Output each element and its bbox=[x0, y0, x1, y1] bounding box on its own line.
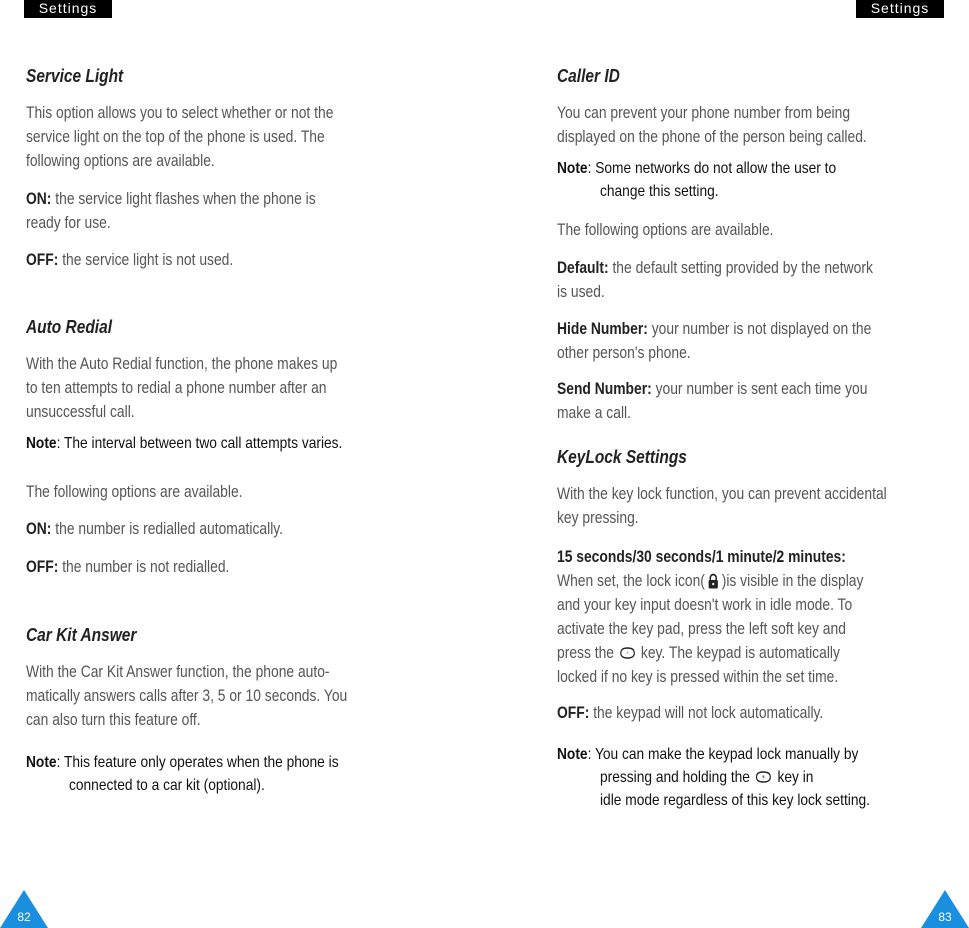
section-tab-left: Settings bbox=[24, 0, 112, 18]
keylock-note-label: Note bbox=[557, 746, 588, 763]
auto-redial-note-label: Note bbox=[26, 435, 57, 452]
caller-id-options-intro: The following options are available. bbox=[557, 221, 774, 239]
service-light-intro-2: service light on the top of the phone is used. The bbox=[26, 128, 325, 146]
caller-id-default-2: is used. bbox=[557, 283, 605, 301]
car-kit-intro-3: can also turn this feature off. bbox=[26, 711, 201, 729]
keylock-note-text-2a: pressing and holding the bbox=[600, 769, 750, 786]
auto-redial-heading: Auto Redial bbox=[26, 317, 113, 337]
service-light-on-label: ON: bbox=[26, 190, 52, 208]
lock-icon bbox=[707, 572, 720, 588]
keylock-note bbox=[557, 743, 870, 812]
caller-id-default-label: Default: bbox=[557, 259, 609, 277]
auto-redial-intro-2: to ten attempts to redial a phone number after an bbox=[26, 379, 327, 397]
auto-redial-off bbox=[26, 555, 229, 579]
auto-redial-on-text: the number is redialled automatically. bbox=[51, 520, 284, 538]
auto-redial-note-text: : The interval between two call attempts varies. bbox=[56, 435, 343, 452]
caller-id-send-text: your number is sent each time you bbox=[651, 380, 868, 398]
auto-redial-options-intro: The following options are available. bbox=[26, 483, 243, 501]
keylock-off bbox=[557, 701, 823, 725]
keylock-intro-2: key pressing. bbox=[557, 509, 639, 527]
caller-id-send-2: make a call. bbox=[557, 404, 631, 422]
car-kit-intro-2: matically answers calls after 3, 5 or 10 seconds. You bbox=[26, 687, 348, 705]
caller-id-note-text-2: change this setting. bbox=[600, 183, 719, 200]
page-number-left: 82 bbox=[17, 910, 31, 924]
caller-id-hide-text: your number is not displayed on the bbox=[647, 320, 872, 338]
service-light-on-2: ready for use. bbox=[26, 214, 111, 232]
service-light-off-text: the service light is not used. bbox=[58, 251, 234, 269]
car-kit-heading: Car Kit Answer bbox=[26, 625, 137, 645]
car-kit-note bbox=[26, 751, 339, 797]
caller-id-heading: Caller ID bbox=[557, 66, 620, 86]
caller-id-hide bbox=[557, 317, 871, 341]
car-kit-note-label: Note bbox=[26, 754, 57, 771]
service-light-off bbox=[26, 248, 233, 272]
caller-id-note-label: Note bbox=[557, 160, 588, 177]
keylock-off-text: the keypad will not lock automatically. bbox=[589, 704, 824, 722]
caller-id-note bbox=[557, 157, 836, 203]
keylock-intro-1: With the key lock function, you can prevent accidental bbox=[557, 485, 887, 503]
svg-text:*: * bbox=[625, 649, 629, 658]
caller-id-hide-label: Hide Number: bbox=[557, 320, 648, 338]
keylock-times-label bbox=[557, 545, 846, 569]
keylock-note-line-2 bbox=[557, 766, 870, 789]
service-light-heading: Service Light bbox=[26, 66, 124, 86]
keylock-times-line-1 bbox=[557, 569, 863, 593]
auto-redial-on bbox=[26, 517, 283, 541]
car-kit-note-text: : This feature only operates when the phone is bbox=[56, 754, 339, 771]
keylock-times-text-1a: When set, the lock icon( bbox=[557, 572, 705, 590]
keylock-times-line-2: and your key input doesn't work in idle mode. To bbox=[557, 596, 853, 614]
auto-redial-note bbox=[26, 432, 342, 455]
caller-id-default bbox=[557, 256, 873, 280]
keylock-times-text-1b: )is visible in the display bbox=[721, 572, 864, 590]
car-kit-note-text-2: connected to a car kit (optional). bbox=[69, 777, 265, 794]
keylock-note-text-3: idle mode regardless of this key lock setting. bbox=[600, 792, 870, 809]
auto-redial-on-label: ON: bbox=[26, 520, 52, 538]
keylock-off-label: OFF: bbox=[557, 704, 590, 722]
caller-id-hide-2: other person's phone. bbox=[557, 344, 691, 362]
service-light-off-label: OFF: bbox=[26, 251, 59, 269]
caller-id-send bbox=[557, 377, 867, 401]
star-key-icon bbox=[619, 642, 636, 658]
auto-redial-off-label: OFF: bbox=[26, 558, 59, 576]
keylock-times-line-5: locked if no key is pressed within the set time. bbox=[557, 668, 839, 686]
auto-redial-off-text: the number is not redialled. bbox=[58, 558, 230, 576]
caller-id-send-label: Send Number: bbox=[557, 380, 652, 398]
star-key-icon bbox=[755, 767, 772, 782]
service-light-on-text: the service light flashes when the phone is bbox=[51, 190, 316, 208]
auto-redial-intro-3: unsuccessful call. bbox=[26, 403, 135, 421]
service-light-intro-3: following options are available. bbox=[26, 152, 215, 170]
car-kit-intro-1: With the Car Kit Answer function, the phone auto- bbox=[26, 663, 330, 681]
keylock-times-label-text: 15 seconds/30 seconds/1 minute/2 minutes: bbox=[557, 548, 846, 566]
caller-id-intro-2: displayed on the phone of the person being called. bbox=[557, 128, 867, 146]
caller-id-intro-1: You can prevent your phone number from being bbox=[557, 104, 851, 122]
section-tab-right: Settings bbox=[856, 0, 944, 18]
keylock-times-text-4b: key. The keypad is automatically bbox=[640, 644, 840, 662]
keylock-heading: KeyLock Settings bbox=[557, 447, 687, 467]
caller-id-note-text: : Some networks do not allow the user to bbox=[587, 160, 837, 177]
service-light-intro-1: This option allows you to select whether or not the bbox=[26, 104, 334, 122]
keylock-times-text-4a: press the bbox=[557, 644, 615, 662]
service-light-on bbox=[26, 187, 316, 211]
caller-id-default-text: the default setting provided by the network bbox=[608, 259, 873, 277]
page-number-right: 83 bbox=[938, 910, 952, 924]
keylock-times-line-4 bbox=[557, 641, 840, 665]
keylock-note-text-2b: key in bbox=[777, 769, 814, 786]
auto-redial-intro-1: With the Auto Redial function, the phone makes up bbox=[26, 355, 338, 373]
keylock-note-text-1: : You can make the keypad lock manually by bbox=[587, 746, 859, 763]
svg-text:*: * bbox=[762, 773, 766, 782]
keylock-times-line-3: activate the key pad, press the left soft key and bbox=[557, 620, 846, 638]
